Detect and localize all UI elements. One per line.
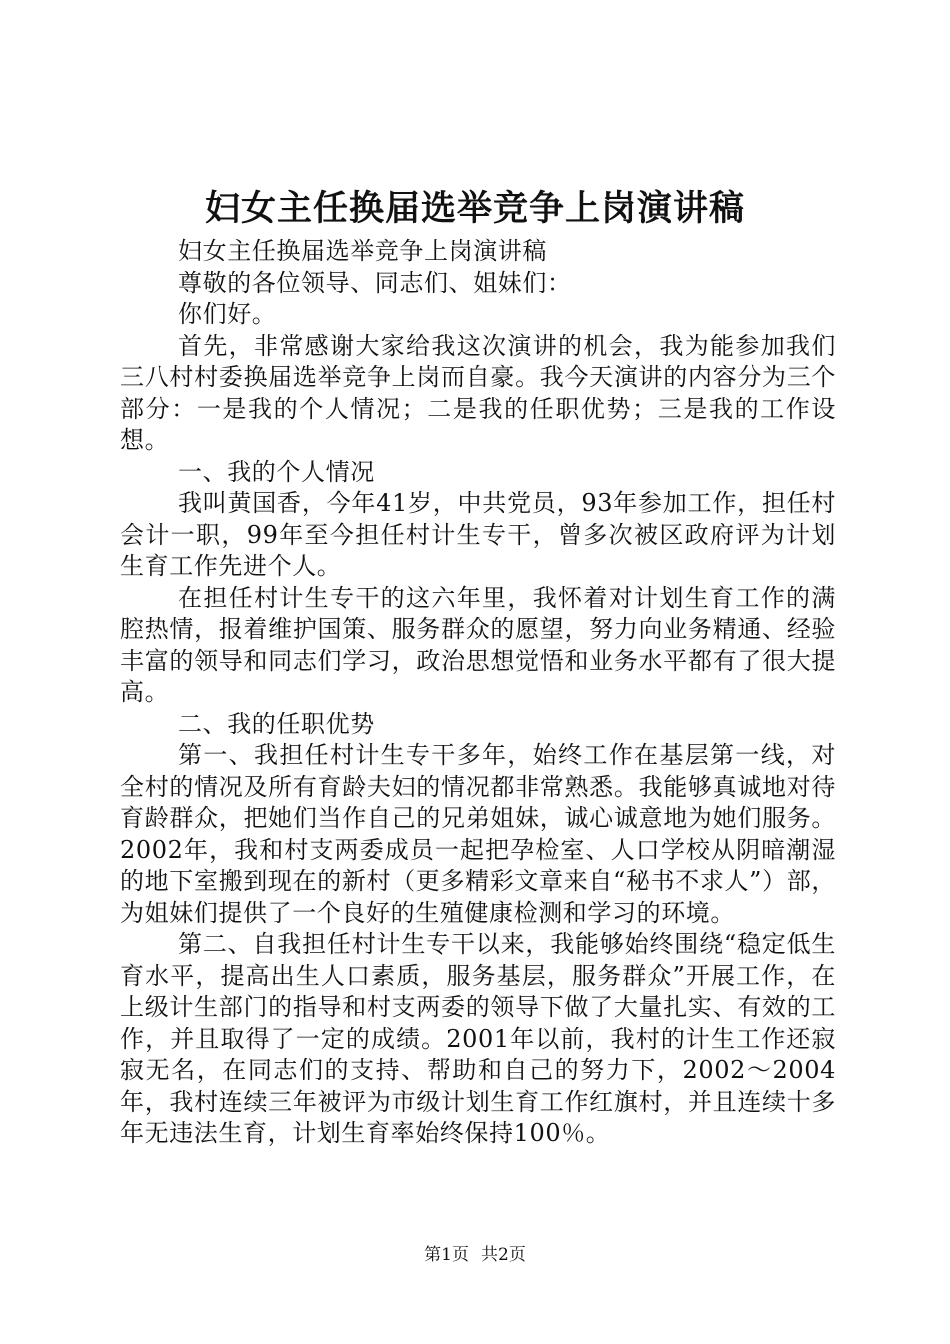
paragraph-six-years: 在担任村计生专干的这六年里，我怀着对计划生育工作的满腔热情，报着维护国策、服务群众的愿望，努力向业务精通、经验丰富的领导和同志们学习，政治思想觉悟和业务水平都有了很大提高。 bbox=[120, 583, 836, 706]
section-heading-personal: 一、我的个人情况 bbox=[178, 457, 375, 486]
document-title: 妇女主任换届选举竞争上岗演讲稿 bbox=[204, 188, 745, 229]
page-total: 共2页 bbox=[481, 1245, 526, 1265]
paragraph-personal-info: 我叫黄国香，今年41岁，中共党员，93年参加工作，担任村会计一职，99年至今担任村计生专干，曾多次被区政府评为计划生育工作先进个人。 bbox=[120, 489, 836, 580]
page-footer bbox=[0, 1244, 950, 1266]
paragraph-advantage-first: 第一、我担任村计生专干多年，始终工作在基层第一线，对全村的情况及所有育龄夫妇的情况都非常熟悉。我能够真诚地对待育龄群众，把她们当作自己的兄弟姐妹，诚心诚意地为她们服务。2002年，我和村支两委成员一起把孕检室、人口学校从阴暗潮湿的地下室搬到现在的新村（更多精彩文章来自“秘书不求人”）部，为姐妹们提供了一个良好的生殖健康检测和学习的环境。 bbox=[120, 741, 836, 927]
paragraph-subtitle: 妇女主任换届选举竞争上岗演讲稿 bbox=[178, 237, 547, 265]
paragraph-advantage-second: 第二、自我担任村计生专干以来，我能够始终围绕“稳定低生育水平，提高出生人口素质，服务基层，服务群众”开展工作，在上级计生部门的指导和村支两委的领导下做了大量扎实、有效的工作，并且取得了一定的成绩。2001年以前，我村的计生工作还寂寂无名，在同志们的支持、帮助和自己的努力下，2002～2004年，我村连续三年被评为市级计划生育工作红旗村，并且连续十多年无违法生育，计划生育率始终保持100％。 bbox=[120, 930, 836, 1147]
paragraph-greeting: 你们好。 bbox=[178, 300, 277, 328]
paragraph-salutation: 尊敬的各位领导、同志们、姐妹们： bbox=[178, 268, 572, 297]
paragraph-introduction: 首先，非常感谢大家给我这次演讲的机会，我为能参加我们三八村村委换届选举竞争上岗而自豪。我今天演讲的内容分为三个部分：一是我的个人情况；二是我的任职优势；三是我的工作设想。 bbox=[120, 331, 836, 454]
page-number: 第1页 bbox=[424, 1245, 469, 1265]
section-heading-advantages: 二、我的任职优势 bbox=[178, 709, 375, 738]
document-body bbox=[120, 236, 836, 1150]
